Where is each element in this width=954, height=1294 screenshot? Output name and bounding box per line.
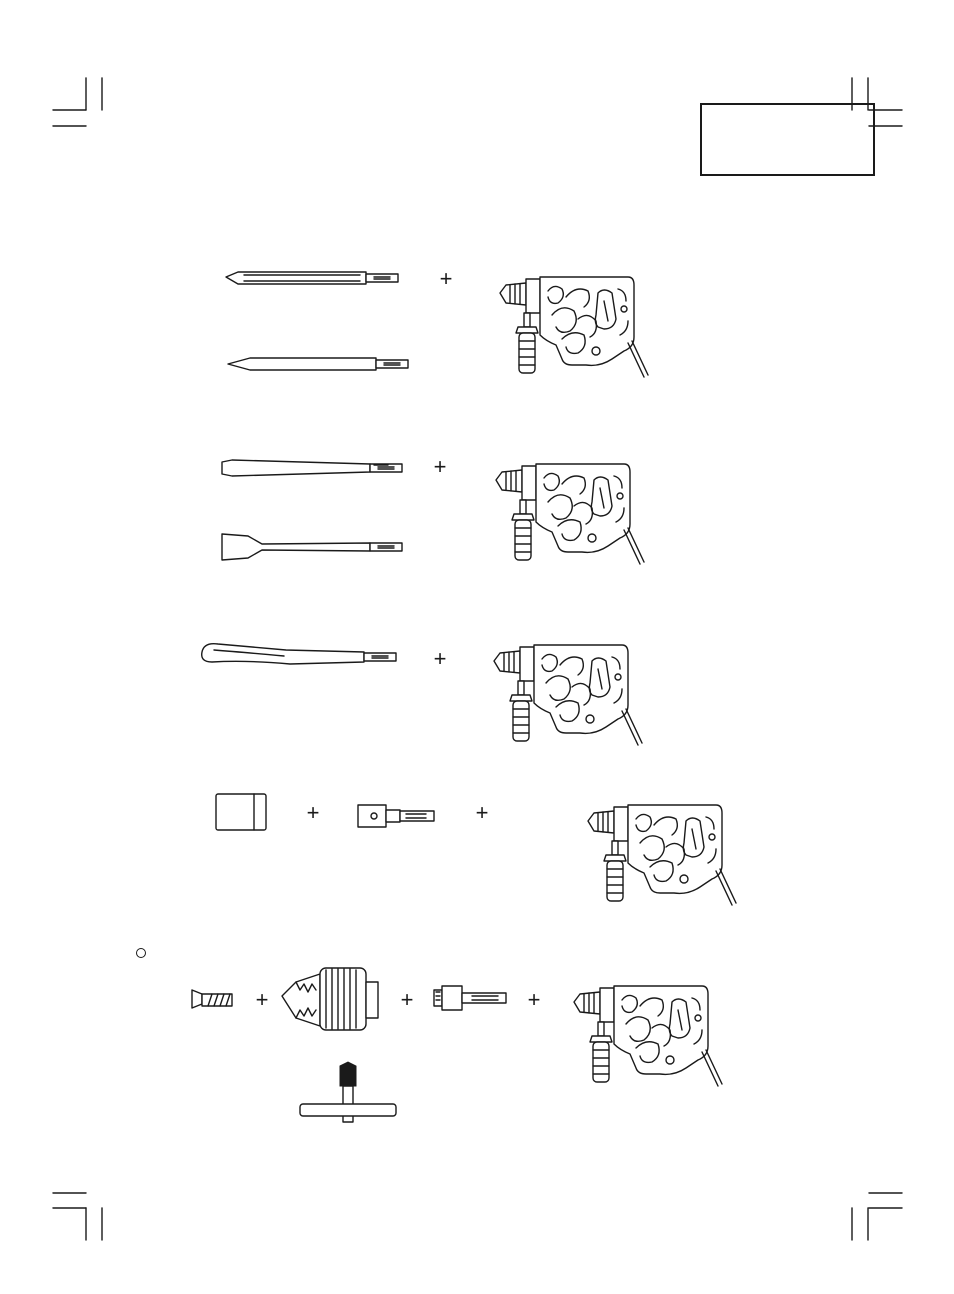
plus-sign: + — [306, 800, 320, 825]
shank-adapter — [358, 805, 434, 827]
rotary-hammer — [588, 805, 736, 905]
plus-sign: + — [527, 987, 541, 1012]
rotary-hammer — [500, 277, 648, 377]
plus-sign: + — [255, 987, 269, 1012]
plus-sign: + — [433, 646, 447, 671]
rotary-hammer — [496, 464, 644, 564]
rotary-hammer — [574, 986, 722, 1086]
chuck-key — [300, 1062, 396, 1122]
rotary-hammer — [494, 645, 642, 745]
plus-sign: + — [400, 987, 414, 1012]
plus-sign: + — [439, 266, 453, 291]
plus-sign: + — [475, 800, 489, 825]
adapter-screw — [192, 990, 232, 1008]
chuck-adapter — [434, 986, 506, 1010]
core-bit — [216, 794, 266, 830]
bull-point-tapered — [228, 358, 408, 370]
bullet-circle-icon — [136, 948, 146, 958]
plus-sign: + — [433, 454, 447, 479]
bull-point — [226, 272, 398, 284]
groove-chisel — [202, 644, 396, 664]
wide-chisel — [222, 534, 402, 560]
drill-chuck — [282, 968, 378, 1030]
flat-chisel — [222, 460, 402, 476]
